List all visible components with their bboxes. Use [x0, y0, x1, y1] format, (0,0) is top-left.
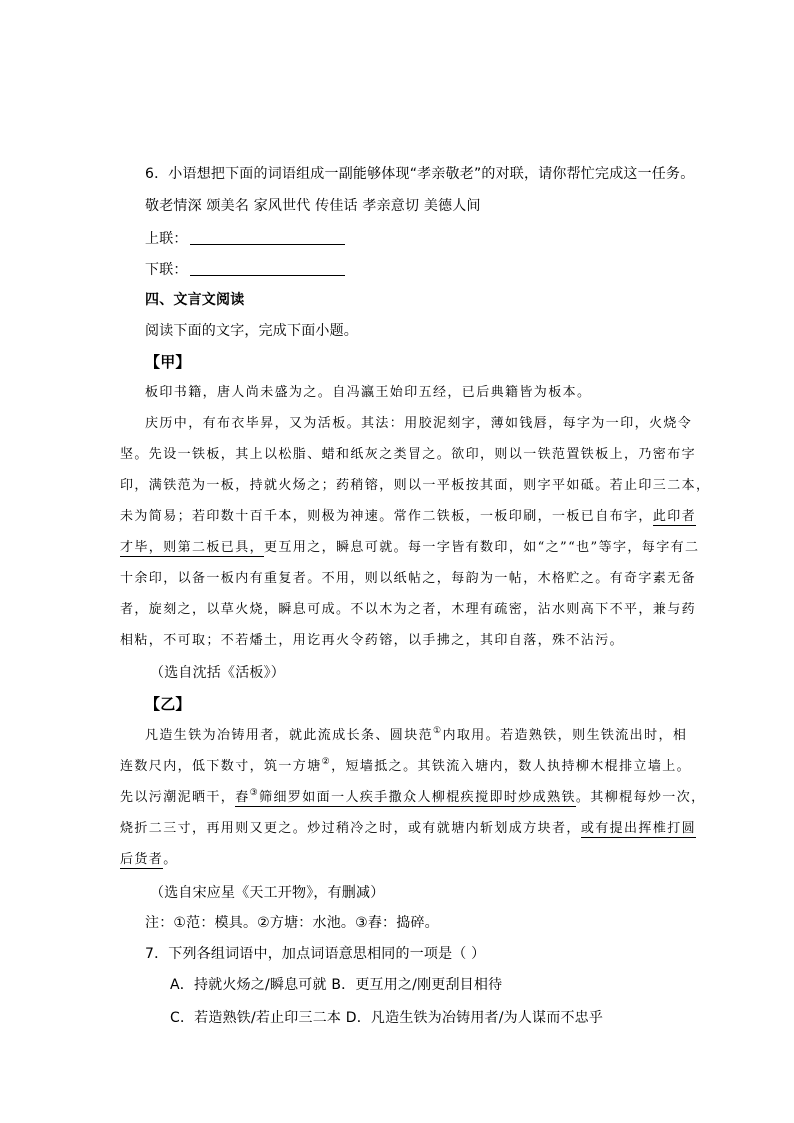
passage-yi-text: ，短墙抵之。其铁流入塘内，数人执持柳木棍排立墙上。 [331, 759, 692, 774]
passage-yi-text: 连数尺内，低下数寸，筑一方塘 [120, 759, 322, 774]
underlined-text: 筛细罗如面一人疾手撒众人柳棍疾搅即时炒成熟铁 [259, 790, 576, 805]
passage-jia-text: 更互用之，瞬息可就。每一字皆有数印，如“之”“也”等字，每字有二 [264, 540, 700, 555]
passage-yi-line [120, 758, 691, 776]
passage-jia-line [120, 539, 699, 557]
passage-jia-line [120, 508, 696, 526]
footnote-marker: ① [433, 726, 443, 736]
passage-yi-text: 。其柳棍每炒一次， [575, 790, 706, 805]
underlined-text: 舂 [235, 790, 250, 805]
passage-jia-line: 十余印，以备一板内有重复者。不用，则以纸帖之，每韵为一帖，木格贮之。有奇字素无备 [120, 571, 697, 586]
word-bank: 敬老情深 颂美名 家风世代 传佳话 孝亲意切 美德人间 [145, 198, 481, 214]
passage-jia-line: 板印书籍，唐人尚未盛为之。自冯瀛王始印五经，已后典籍皆为板本。 [145, 385, 592, 400]
question-7-options-cd: C．若造熟铁/若止印三二本 D．凡造生铁为冶铸用者/为人谋而不忠乎 [170, 1010, 604, 1026]
passage-yi-text: 先以污潮泥晒干， [120, 790, 236, 805]
passage-jia-source: （选自沈括《活板》） [150, 665, 285, 681]
passage-yi-line [120, 851, 178, 869]
underlined-sentence: 或有提出挥椎打圆 [580, 821, 697, 836]
upper-couplet-blank[interactable] [190, 230, 345, 245]
passage-yi-tag: 【乙】 [145, 695, 191, 713]
passage-yi-text: 内取用。若造熟铁，则生铁流出时，相 [442, 728, 688, 743]
underlined-sentence: 此印者 [652, 509, 697, 524]
passage-yi-line [120, 820, 696, 838]
upper-couplet-row [145, 230, 345, 248]
question-7-options-ab: A．持就火炀之/瞬息可就 B．更互用之/刚更刮目相待 [170, 977, 503, 993]
passage-yi-line [145, 727, 687, 745]
underlined-sentence [235, 790, 576, 807]
passage-jia-line: 印，满铁范为一板，持就火炀之；药稍镕，则以一平板按其面，则字平如砥。若止印三二本， [120, 478, 711, 493]
passage-jia-line: 相粘，不可取；不若燔土，用讫再火令药镕，以手拂之，其印自落，殊不沾污。 [120, 633, 625, 648]
underlined-sentence: 才毕，则第二板已具， [120, 540, 265, 555]
passage-yi-line [120, 789, 706, 807]
passage-yi-text: 。 [163, 852, 178, 867]
section-heading: 四、文言文阅读 [145, 292, 245, 308]
passage-jia-line: 坚。先设一铁板，其上以松脂、蜡和纸灰之类冒之。欲印，则以一铁范置铁板上，乃密布字 [120, 447, 697, 462]
passage-jia-line: 者，旋刻之，以草火烧，瞬息可成。不以木为之者，木理有疏密，沾水则高下不平，兼与药 [120, 602, 697, 617]
lower-couplet-blank[interactable] [190, 261, 345, 276]
lower-couplet-row [145, 261, 345, 279]
passage-jia-tag: 【甲】 [145, 353, 191, 371]
footnote-marker: ② [321, 757, 332, 767]
passage-yi-source: （选自宋应星《天工开物》，有删减） [150, 885, 385, 901]
question-6-text: 6．小语想把下面的词语组成一副能够体现“孝亲敬老”的对联，请你帮忙完成这一任务。 [145, 166, 695, 182]
upper-couplet-label: 上联： [145, 231, 188, 247]
lower-couplet-label: 下联： [145, 262, 188, 278]
footnotes: 注：①范：模具。②方塘：水池。③舂：捣碎。 [145, 915, 439, 931]
passage-jia-text: 未为简易；若印数十百千本，则极为神速。常作二铁板，一板印刷，一板已自布字， [120, 509, 653, 524]
passage-yi-text: 凡造生铁为冶铸用者，就此流成长条、圆块范 [145, 728, 434, 743]
underlined-sentence: 后货者 [120, 852, 164, 867]
passage-jia-line: 庆历中，有布衣毕昇，又为活板。其法：用胶泥刻字，薄如钱唇，每字为一印，火烧令 [145, 416, 693, 431]
section-intro: 阅读下面的文字，完成下面小题。 [145, 323, 358, 339]
footnote-marker: ③ [249, 788, 260, 798]
question-7-text: 7．下列各组词语中，加点词语意思相同的一项是（ ） [145, 946, 486, 962]
passage-yi-text: 烧折二三寸，再用则又更之。炒过稍冷之时，或有就塘内斩划成方块者， [120, 821, 581, 836]
